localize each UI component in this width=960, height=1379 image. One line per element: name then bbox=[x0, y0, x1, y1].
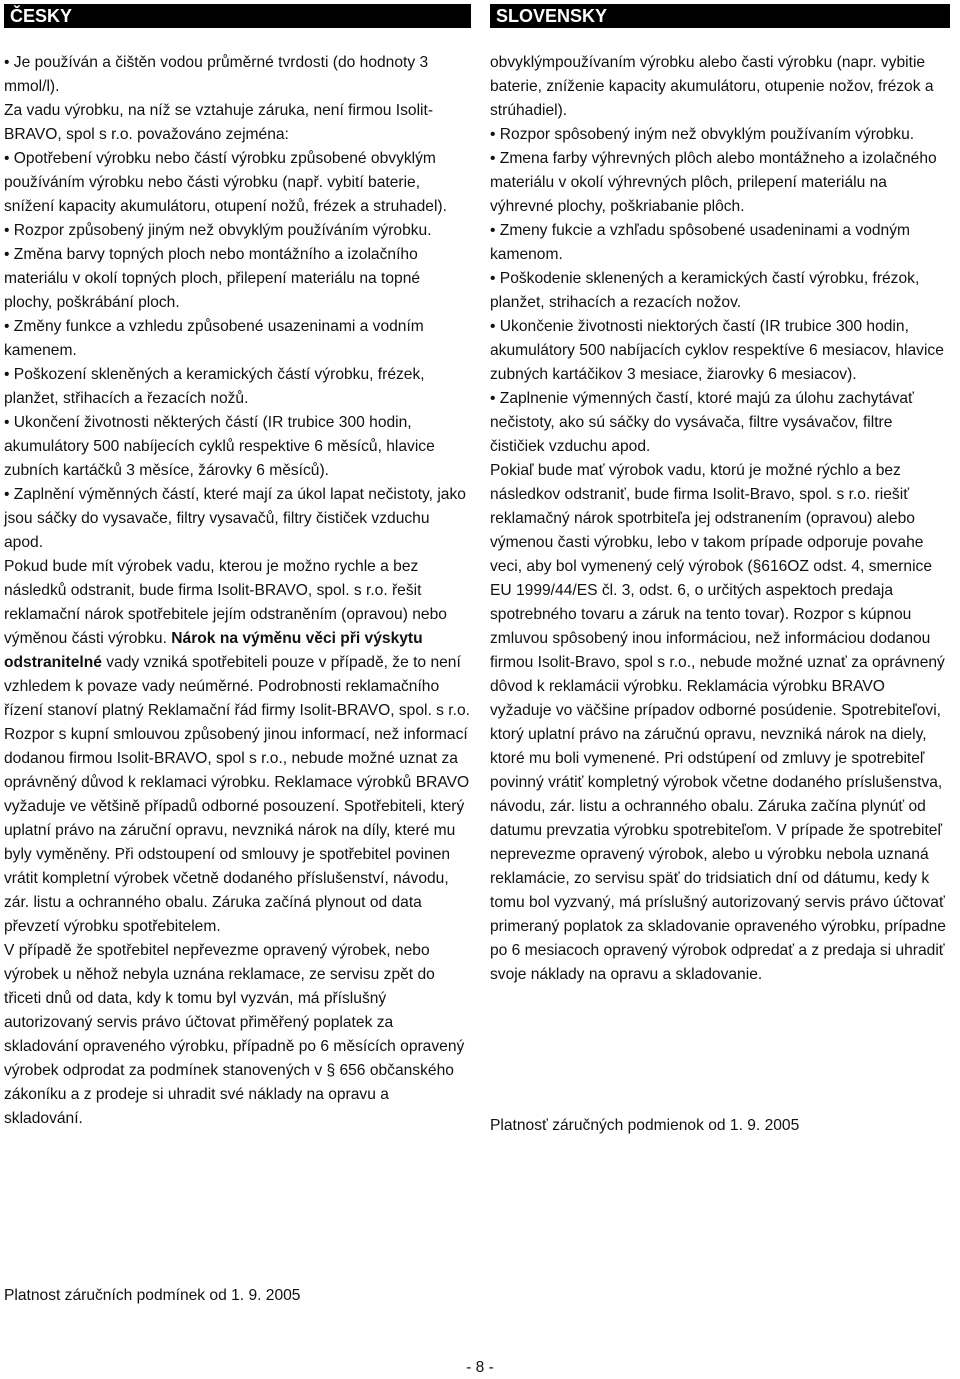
czech-discoloration-item: • Změna barvy topných ploch nebo montážního a izolačního materiálu v okolí topných ploch, přilepení materiálu na topné plochy, poškrábání ploch. bbox=[4, 246, 421, 311]
czech-claims-text-c: vady vzniká spotřebiteli pouze v případě, že to není vzhledem k povaze vady neúměrné. Podrobnosti reklamačního řízení stanoví platný Reklamační řád firmy Isolit-BRAVO, spol. s r.o. Rozpor s kupní smlouvou způsobený jinou informací, než informací dodanou firmou Isolit-BRAVO, spol s r.o., nebude možné uznat za oprávněný důvod k reklamaci výrobku. Reklamace výrobků BRAVO vyžaduje ve většině případů odborné posouzení. Spotřebiteli, který uplatní právo na záruční opravu, nevzniká nárok na díly, které mu byly vyměněny. Při odstoupení od smlouvy je spotřebitel povinen vrátit kompletní výrobek včetně dodaného příslušenství, návodu, zár. listu a ochranného obalu. Záruka začíná plynout od data převzetí výrobku spotřebitelem. bbox=[4, 654, 470, 935]
czech-column bbox=[4, 4, 471, 1131]
slovak-validity-note: Platnosť záručných podmienok od 1. 9. 2005 bbox=[490, 1117, 800, 1134]
czech-limescale-item: • Změny funkce a vzhledu způsobené usazeninami a vodním kamenem. bbox=[4, 318, 424, 359]
czech-misuse-item: • Rozpor způsobený jiným než obvyklým používáním výrobku. bbox=[4, 222, 432, 239]
czech-water-hardness-item: • Je používán a čištěn vodou průměrné tvrdosti (do hodnoty 3 mmol/l). bbox=[4, 54, 429, 95]
czech-claims-paragraph bbox=[4, 555, 471, 939]
slovak-column bbox=[490, 4, 950, 987]
slovak-filters-item: • Zaplnenie výmenných častí, ktoré majú za úlohu zachytávať nečistoty, ako sú sáčky do vysávača, filtre vysávačov, filtre čističiek vzduchu apod. bbox=[490, 390, 914, 455]
czech-claims-text-a: Pokud bude mít výrobek vadu, kterou je možno rychle a bez následků odstranit, bude firma Isolit-BRAVO, spol. s r.o. řešit reklamační nárok spotřebitele jejím odstraněním (opravou) nebo výměnou části výrobku. bbox=[4, 558, 447, 647]
czech-wear-item: • Opotřebení výrobku nebo částí výrobku způsobené obvyklým používáním výrobku nebo části výrobku (např. vybití baterie, snížení kapacity akumulátoru, otupení nožů, frézek a struhadel). bbox=[4, 150, 447, 215]
czech-lifetime-item: • Ukončení životnosti některých částí (IR trubice 300 hodin, akumulátory 500 nabíjecích cyklů respektive 6 měsíců, hlavice zubních kartáčků 3 měsíce, žárovky 6 měsíců). bbox=[4, 414, 435, 479]
slovak-section-header: SLOVENSKY bbox=[490, 4, 950, 28]
czech-section-header: ČESKY bbox=[4, 4, 471, 28]
slovak-wear-continuation: obvyklýmpoužívaním výrobku alebo časti výrobku (napr. vybitie baterie, zníženie kapacity akumulátoru, otupenie nožov, frézok a strúhadiel). bbox=[490, 54, 934, 119]
slovak-lifetime-item: • Ukončenie životnosti niektorých častí (IR trubice 300 hodin, akumulátory 500 nabíjacích cyklov respektíve 6 mesiacov, hlavice zubných kartáčikov 3 mesiace, žiarovky 6 mesiacov). bbox=[490, 318, 944, 383]
slovak-claims-paragraph: Pokiaľ bude mať výrobok vadu, ktorú je možné rýchlo a bez následkov odstraniť, bude firma Isolit-Bravo, spol. s r.o. riešiť reklamačný nárok spotrbiteľa jej odstranením (opravou) alebo výmenou časti výrobku, lebo v takom prípade odporuje povahe veci, aby bol vymenený celý výrobok (§616OZ odst. 4, smernice EU 1999/44/ES čl. 3, odst. 6, o určitých aspektoch predaja spotrebného tovaru a záruk na tento tovar). Rozpor s kúpnou zmluvou spôsobený inou informáciou, než informáciou dodanou firmou Isolit-Bravo, spol s r.o., nebude možné uznať za oprávnený dôvod k reklamácii výrobku. Reklamácia výrobku BRAVO vyžaduje vo väčšine prípadov odborné posúdenie. Spotrebiteľovi, ktorý uplatní právo na záručnú opravu, nevzniká nárok na diely, ktoré mu boli vymenené. Pri odstúpení od zmluvy je spotrebiteľ povinný vrátiť kompletný výrobok včetne dodaného príslušenstva, návodu, zár. listu a ochranného obalu. Záruka začína plynúť od datumu prevzatia výrobku spotrebiteľom. V prípade že spotrebiteľ neprevezme opravený výrobok, alebo u výrobku nebola uznaná reklamácie, zo servisu späť do tridsiatich dní od dátumu, kedy k tomu bol vyzvaný, má príslušný autorizovaný servis právo účtovať primeraný poplatok za skladovanie opraveného výrobku, prípadne po 6 mesiacoch opravený výrobok odpredať a z predaja si uhradiť svoje náklady na opravu a skladovanie. bbox=[490, 462, 946, 983]
slovak-misuse-item: • Rozpor spôsobený iným než obvyklým používaním výrobku. bbox=[490, 126, 915, 143]
czech-exclusions-intro: Za vadu výrobku, na níž se vztahuje záruka, není firmou Isolit-BRAVO, spol s r.o. považováno zejména: bbox=[4, 102, 434, 143]
czech-validity-note: Platnost záručních podmínek od 1. 9. 2005 bbox=[4, 1287, 301, 1304]
slovak-glass-damage-item: • Poškodenie sklenených a keramických častí výrobku, frézok, planžet, strihacích a rezacích nožov. bbox=[490, 270, 920, 311]
czech-filters-item: • Zaplnění výměnných částí, které mají za úkol lapat nečistoty, jako jsou sáčky do vysavače, filtry vysavačů, filtry čističek vzduchu apod. bbox=[4, 486, 466, 551]
czech-storage-paragraph: V případě že spotřebitel nepřevezme opravený výrobek, nebo výrobek u něhož nebyla uznána reklamace, ze servisu zpět do třiceti dnů od data, kdy k tomu byl vyzván, má příslušný autorizovaný servis právo účtovat přiměřený poplatek za skladování opraveného výrobku, případně po 6 měsících opravený výrobek odprodat za podmínek stanovených v § 656 občanského zákoníku a z prodeje si uhradit své náklady na opravu a skladování. bbox=[4, 942, 465, 1127]
slovak-limescale-item: • Zmeny fukcie a vzhľadu spôsobené usadeninami a vodným kamenom. bbox=[490, 222, 911, 263]
slovak-text bbox=[490, 51, 950, 987]
slovak-discoloration-item: • Zmena farby výhrevných plôch alebo montážneho a izolačného materiálu v okolí výhrevných plôch, prilepení materiálu na výhrevné plochy, poškriabanie plôch. bbox=[490, 150, 937, 215]
czech-text bbox=[4, 51, 471, 1131]
page-number: - 8 - bbox=[466, 1359, 494, 1376]
czech-glass-damage-item: • Poškození skleněných a keramických částí výrobku, frézek, planžet, střihacích a řezacích nožů. bbox=[4, 366, 425, 407]
czech-claims-bold: Nárok na výměnu věci při výskytu odstranitelné bbox=[4, 630, 423, 671]
